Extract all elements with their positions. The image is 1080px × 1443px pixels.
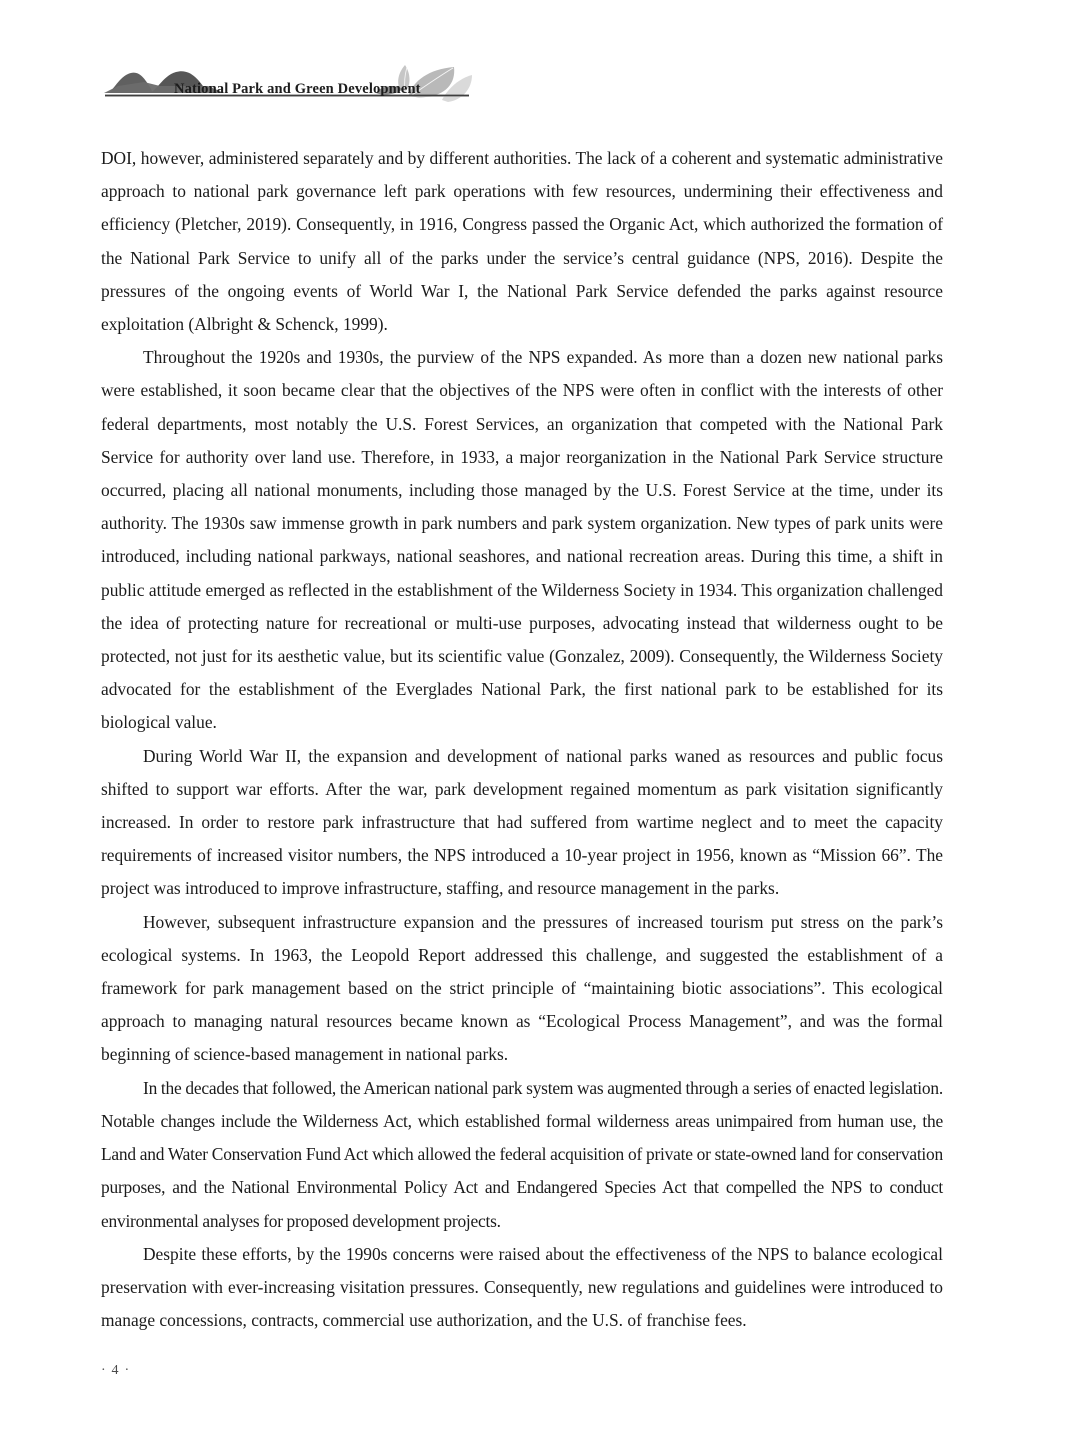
page-number: · 4 · [101,1363,131,1378]
paragraph-doi: DOI, however, administered separately and by different authorities. The lack of a coherent and systematic administrative approach to national park governance left park operations with few resources, undermining their effectiveness and efficiency (Pletcher, 2019). Consequently, in 1916, Congress passed the Organic Act, which authorized the formation of the National Park Service to unify all of the parks under the service’s central guidance (NPS, 2016). Despite the pressures of the ongoing events of World War I, the National Park Service defended the parks against resource exploitation (Albright & Schenck, 1999). [101,148,943,335]
header-title: National Park and Green Development [174,81,421,97]
paragraph-1990s: Despite these efforts, by the 1990s concerns were raised about the effectiveness of the NPS to balance ecological preservation with ever-increasing visitation pressures. Consequently, new regulations and guidelines were introduced to manage concessions, contracts, commercial use authorization, and the U.S. of franchise fees. [101,1243,943,1331]
body-content [101,142,943,1337]
paragraph-world-war-ii: During World War II, the expansion and development of national parks waned as resources and public focus shifted to support war efforts. After the war, park development regained momentum as park visitation significantly increased. In order to restore park infrastructure that had suffered from wartime neglect and to meet the capacity requirements of increased visitor numbers, the NPS introduced a 10-year project in 1956, known as “Mission 66”. The project was introduced to improve infrastructure, staffing, and resource management in the parks. [101,745,943,899]
page-header [104,62,474,114]
paragraph-legislation: In the decades that followed, the American national park system was augmented through a series of enacted legislation. Notable changes include the Wilderness Act, which established formal wilderness areas unimpaired from human use, the Land and Water Conservation Fund Act which allowed the federal acquisition of private or state-owned land for conservation purposes, and the National Environmental Policy Act and Endangered Species Act that compelled the NPS to conduct environmental analyses for proposed development projects. [101,1077,943,1231]
paragraph-1920s-1930s: Throughout the 1920s and 1930s, the purview of the NPS expanded. As more than a dozen new national parks were established, it soon became clear that the objectives of the NPS were often in conflict with the interests of other federal departments, most notably the U.S. Forest Services, an organization that competed with the National Park Service for authority over land use. Therefore, in 1933, a major reorganization in the National Park Service structure occurred, placing all national monuments, including those managed by the U.S. Forest Service at the time, under its authority. The 1930s saw immense growth in park numbers and park system organization. New types of park units were introduced, including national parkways, national seashores, and national recreation areas. During this time, a shift in public attitude emerged as reflected in the establishment of the Wilderness Society in 1934. This organization challenged the idea of protecting nature for recreational or multi-use purposes, advocating instead that wilderness ought to be protected, not just for its aesthetic value, but its scientific value (Gonzalez, 2009). Consequently, the Wilderness Society advocated for the establishment of the Everglades National Park, the first national park to be established for its biological value. [101,347,943,733]
paragraph-leopold-report: However, subsequent infrastructure expansion and the pressures of increased tourism put stress on the park’s ecological systems. In 1963, the Leopold Report addressed this challenge, and suggested the establishment of a framework for park management based on the strict principle of “maintaining biotic associations”. This ecological approach to managing natural resources became known as “Ecological Process Management”, and was the formal beginning of science-based management in national parks. [101,911,943,1065]
